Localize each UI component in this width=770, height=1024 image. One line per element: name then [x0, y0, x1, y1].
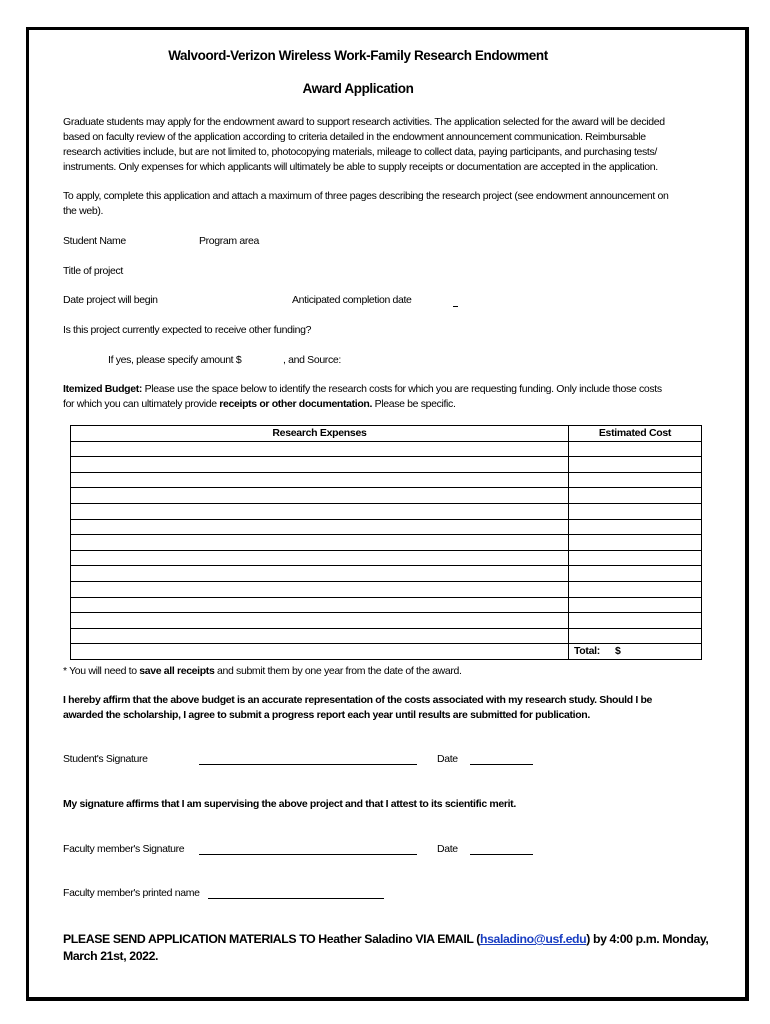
supervising-statement: My signature affirms that I am supervising the above project and that I attest to its scientific merit. — [63, 798, 516, 810]
faculty-date-line[interactable] — [470, 854, 533, 855]
project-title-label: Title of project — [63, 265, 123, 277]
expense-cell[interactable] — [71, 535, 569, 551]
expense-cell[interactable] — [71, 628, 569, 644]
cost-cell[interactable] — [568, 441, 701, 457]
expense-cell[interactable] — [71, 613, 569, 629]
table-row[interactable] — [71, 597, 702, 613]
submission-instructions — [63, 931, 733, 965]
budget-text: for which you can ultimately provide — [63, 398, 220, 410]
affirmation-statement — [63, 693, 723, 723]
expense-cell[interactable] — [71, 519, 569, 535]
apply-line: To apply, complete this application and attach a maximum of three pages describing the research project (see endowment announcement on — [63, 190, 669, 202]
table-row[interactable] — [71, 441, 702, 457]
faculty-printed-name-label: Faculty member's printed name — [63, 887, 200, 899]
cost-cell[interactable] — [568, 535, 701, 551]
table-row[interactable] — [71, 613, 702, 629]
program-area-label: Program area — [199, 235, 259, 247]
student-name-label: Student Name — [63, 235, 126, 247]
table-row[interactable] — [71, 503, 702, 519]
table-row[interactable] — [71, 519, 702, 535]
table-row[interactable] — [71, 472, 702, 488]
table-row[interactable] — [71, 457, 702, 473]
expense-cell[interactable] — [71, 457, 569, 473]
apply-line: the web). — [63, 205, 104, 217]
cost-cell[interactable] — [568, 519, 701, 535]
document-subtitle: Award Application — [302, 81, 414, 96]
intro-line: research activities include, but are not limited to, photocopying materials, mileage to collect data, paying participants, and purchasing tests/ — [63, 146, 657, 158]
table-row[interactable] — [71, 581, 702, 597]
student-date-line[interactable] — [470, 764, 533, 765]
total-label: Total: — [573, 645, 600, 658]
table-row[interactable] — [71, 488, 702, 504]
faculty-printed-name-line[interactable] — [208, 898, 384, 899]
begin-date-label: Date project will begin — [63, 294, 158, 306]
document-title: Walvoord-Verizon Wireless Work-Family Research Endowment — [168, 48, 548, 63]
research-expenses-header: Research Expenses — [71, 426, 569, 442]
faculty-signature-label: Faculty member's Signature — [63, 843, 185, 855]
cost-cell[interactable] — [568, 488, 701, 504]
other-funding-question: Is this project currently expected to receive other funding? — [63, 324, 312, 336]
email-link[interactable]: hsaladino@usf.edu — [479, 932, 587, 946]
table-row[interactable] — [71, 566, 702, 582]
total-row — [71, 644, 702, 660]
budget-text: Please be specific. — [372, 398, 456, 410]
apply-paragraph — [63, 189, 713, 219]
total-cell[interactable] — [568, 644, 701, 660]
student-signature-label: Student's Signature — [63, 753, 148, 765]
student-date-label: Date — [437, 753, 458, 765]
intro-paragraph — [63, 115, 713, 175]
total-currency: $ — [614, 645, 621, 658]
completion-date-label: Anticipated completion date — [292, 294, 412, 306]
intro-line: Graduate students may apply for the endowment award to support research activities. The application selected for the award will be decided — [63, 116, 665, 128]
table-row[interactable] — [71, 550, 702, 566]
receipts-note — [63, 664, 462, 679]
expense-cell[interactable] — [71, 581, 569, 597]
expense-cell[interactable] — [71, 441, 569, 457]
note-emphasis: save all receipts — [139, 665, 215, 677]
faculty-signature-line[interactable] — [199, 854, 417, 855]
cost-cell[interactable] — [568, 566, 701, 582]
faculty-date-label: Date — [437, 843, 458, 855]
footer-text: PLEASE SEND APPLICATION MATERIALS TO Heather Saladino VIA EMAIL ( — [63, 932, 480, 946]
affirm-line: I hereby affirm that the above budget is an accurate representation of the costs associated with my research study. Should I be — [63, 694, 653, 706]
table-row[interactable] — [71, 628, 702, 644]
affirm-line: awarded the scholarship, I agree to submit a progress report each year until results are submitted for publication. — [63, 709, 590, 721]
deadline-line: March 21st, 2022. — [63, 949, 159, 963]
estimated-cost-header: Estimated Cost — [568, 426, 701, 442]
funding-source-label: , and Source: — [283, 354, 341, 366]
note-text: * You will need to — [63, 665, 140, 677]
funding-amount-label: If yes, please specify amount $ — [108, 354, 242, 366]
cost-cell[interactable] — [568, 472, 701, 488]
budget-label: Itemized Budget: — [63, 383, 142, 395]
expense-cell[interactable] — [71, 597, 569, 613]
intro-line: based on faculty review of the application according to criteria detailed in the endowment announcement communication. Reimbursable — [63, 131, 646, 143]
expense-cell[interactable] — [71, 503, 569, 519]
expense-cell[interactable] — [71, 644, 569, 660]
completion-date-field[interactable] — [453, 306, 458, 307]
cost-cell[interactable] — [568, 597, 701, 613]
cost-cell[interactable] — [568, 457, 701, 473]
expense-cell[interactable] — [71, 488, 569, 504]
expense-cell[interactable] — [71, 472, 569, 488]
footer-text: ) by 4:00 p.m. Monday, — [586, 932, 709, 946]
cost-cell[interactable] — [568, 503, 701, 519]
expense-cell[interactable] — [71, 566, 569, 582]
budget-emphasis: receipts or other documentation. — [219, 398, 373, 410]
cost-cell[interactable] — [568, 613, 701, 629]
budget-header-row — [71, 426, 702, 442]
budget-text: Please use the space below to identify the research costs for which you are requesting funding. Only include those costs — [142, 383, 662, 395]
intro-line: instruments. Only expenses for which applicants will ultimately be able to supply receipts or documentation are accepted in the application. — [63, 161, 658, 173]
table-row[interactable] — [71, 535, 702, 551]
budget-instructions — [63, 382, 713, 412]
cost-cell[interactable] — [568, 581, 701, 597]
expense-cell[interactable] — [71, 550, 569, 566]
note-text: and submit them by one year from the date of the award. — [214, 665, 462, 677]
cost-cell[interactable] — [568, 550, 701, 566]
student-signature-line[interactable] — [199, 764, 417, 765]
cost-cell[interactable] — [568, 628, 701, 644]
budget-table — [70, 425, 702, 660]
